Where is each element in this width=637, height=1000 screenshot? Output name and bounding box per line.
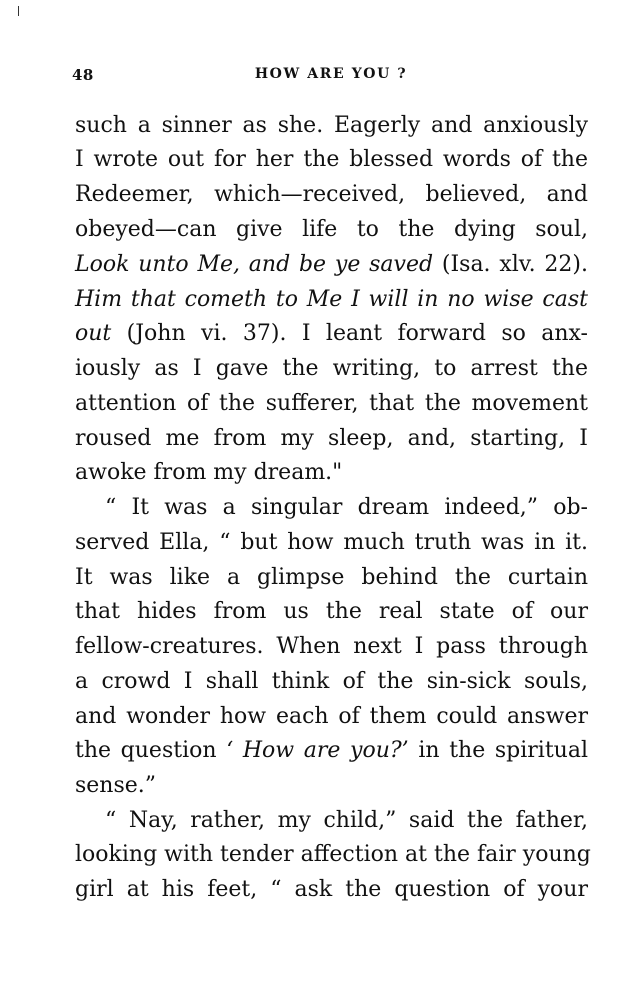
text-line: It was like a glimpse behind the curtain: [75, 565, 588, 590]
running-head: HOW ARE YOU ?: [254, 66, 408, 82]
paragraph-start-line: “ Nay, rather, my child,” said the father,: [105, 808, 588, 833]
italic-quote: out: [75, 321, 112, 346]
text-line: such a sinner as she. Eagerly and anxiously: [75, 113, 588, 138]
text-fragment: in the spiritual: [408, 738, 588, 763]
text-line: looking with tender affection at the fair young: [75, 842, 591, 867]
text-fragment: the question: [75, 738, 227, 763]
page-edge-mark: [18, 6, 19, 16]
italic-quote: Look unto Me, and be ye saved: [75, 252, 434, 277]
text-line-italic: [75, 286, 588, 314]
text-line: a crowd I shall think of the sin-sick souls,: [75, 669, 588, 694]
text-line: I wrote out for her the blessed words of the: [75, 147, 588, 172]
italic-quote: ‘ How are you?’: [226, 738, 409, 763]
paragraph-start-line: “ It was a singular dream indeed,” ob-: [105, 495, 588, 520]
text-line: iously as I gave the writing, to arrest the: [75, 356, 588, 381]
page-number: 48: [72, 66, 94, 84]
citation: (Isa. xlv. 22).: [433, 252, 588, 277]
text-line: roused me from my sleep, and, starting, I: [75, 426, 588, 451]
italic-quote: Him that cometh to Me I will in no wise cast: [75, 287, 588, 312]
text-line: Redeemer, which—received, believed, and: [75, 182, 588, 207]
text-line: girl at his feet, “ ask the question of your: [75, 877, 588, 902]
text-line-italic-quote: [75, 737, 588, 765]
text-line: obeyed—can give life to the dying soul,: [75, 217, 588, 242]
citation: (John vi. 37). I leant forward so anx-: [111, 321, 588, 346]
page-header: [72, 66, 590, 88]
text-line: and wonder how each of them could answer: [75, 704, 588, 729]
text-line: sense.”: [75, 773, 157, 798]
text-line-italic-citation: [75, 251, 588, 279]
text-line: fellow-creatures. When next I pass through: [75, 634, 588, 659]
text-line: served Ella, “ but how much truth was in it.: [75, 530, 588, 555]
text-line: attention of the sufferer, that the movement: [75, 391, 588, 416]
text-line: that hides from us the real state of our: [75, 599, 588, 624]
text-line: awoke from my dream.": [75, 460, 343, 485]
text-line-italic-citation: [75, 320, 588, 348]
